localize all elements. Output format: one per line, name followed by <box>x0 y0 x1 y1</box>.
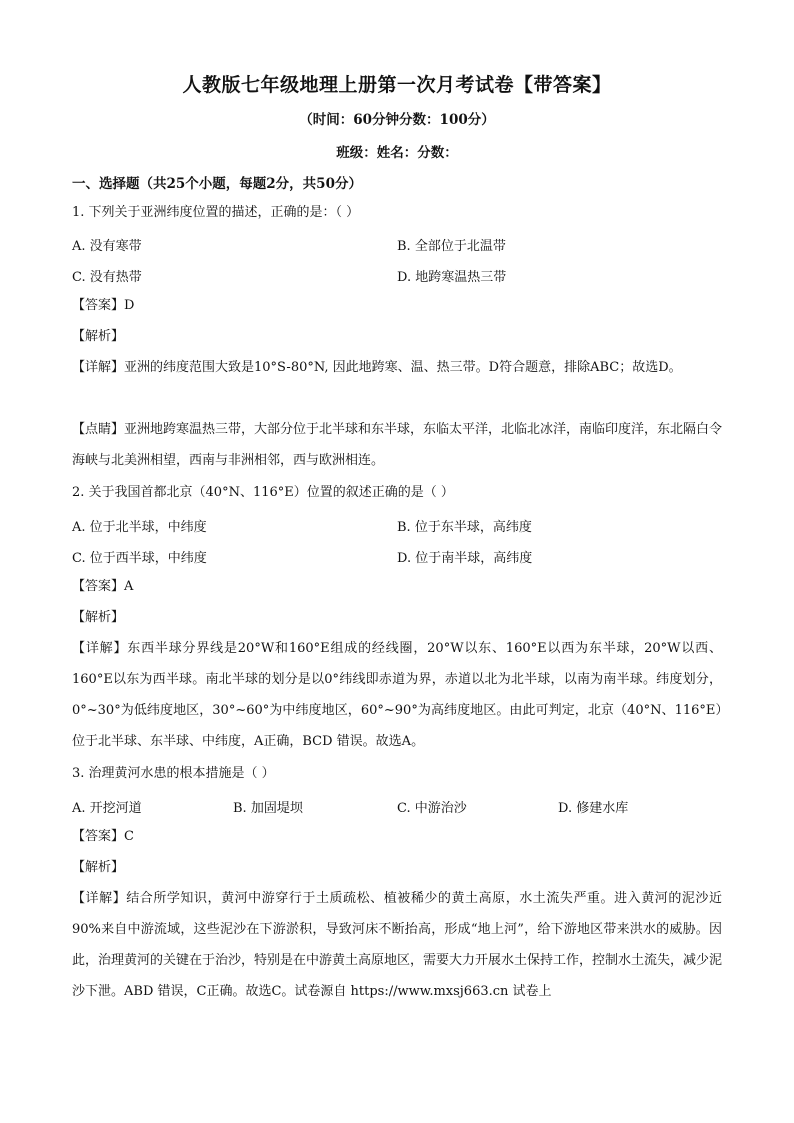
question-2-detail: 【详解】东西半球分界线是20°W和160°E组成的经线圈，20°W以东、160°E以西为东半球，20°W以西、160°E以东为西半球。南北半球的划分是以0°纬线即赤道为界，赤道以北为北半球，以南为南半球。纬度划分，0°~30°为低纬度地区，30°~60°为中纬度地区，60°~90°为高纬度地区。由此可判定，北京（40°N、116°E）位于北半球、东半球、中纬度，A正确，BCD 错误。故选A。 <box>72 641 722 749</box>
question-3-detail: 【详解】结合所学知识，黄河中游穿行于土质疏松、植被稀少的黄土高原，水土流失严重。进入黄河的泥沙近90%来自中游流域，这些泥沙在下游淤积，导致河床不断抬高，形成“地上河”，给下游地区带来洪水的威胁。因此，治理黄河的关键在于治沙，特别是在中游黄土高原地区，需要大力开展水土保持工作，控制水土流失，减少泥沙下泄。ABD 错误，C正确。故选C。试卷源自 https://www.mxsj663.cn 试卷上 <box>72 891 723 999</box>
question-1-detail: 【详解】亚洲的纬度范围大致是10°S-80°N, 因此地跨寒、温、热三带。D符合题意，排除ABC；故选D。 <box>72 360 682 375</box>
class-name-score-line: 班级：姓名：分数： <box>336 145 458 161</box>
question-1-option-d: D. 地跨寒温热三带 <box>397 270 507 285</box>
question-3-analysis-label: 【解析】 <box>72 860 125 875</box>
question-3-option-a: A. 开挖河道 <box>72 801 142 816</box>
question-2-analysis-label: 【解析】 <box>72 610 125 625</box>
section-heading: 一、选择题（共25个小题，每题2分，共50分） <box>72 176 362 192</box>
question-2-option-c: C. 位于西半球，中纬度 <box>72 551 207 566</box>
question-3-stem: 3. 治理黄河水患的根本措施是（ ） <box>72 766 275 781</box>
time-score-info: （时间：60分钟分数：100分） <box>299 112 495 128</box>
question-1-option-b: B. 全部位于北温带 <box>397 239 506 254</box>
question-3-answer: 【答案】C <box>72 829 134 844</box>
question-2-stem: 2. 关于我国首都北京（40°N、116°E）位置的叙述正确的是（ ） <box>72 485 454 500</box>
question-1-option-c: C. 没有热带 <box>72 270 142 285</box>
question-3-option-c: C. 中游治沙 <box>397 801 467 816</box>
question-2-option-d: D. 位于南半球，高纬度 <box>397 551 533 566</box>
question-3-option-b: B. 加固堤坝 <box>233 801 303 816</box>
question-2-answer: 【答案】A <box>72 579 134 594</box>
question-1-note: 【点睛】亚洲地跨寒温热三带，大部分位于北半球和东半球，东临太平洋，北临北冰洋，南临印度洋，东北隔白令海峡与北美洲相望，西南与非洲相邻，西与欧洲相连。 <box>72 422 723 468</box>
question-1-stem: 1. 下列关于亚洲纬度位置的描述，正确的是：（ ） <box>72 205 360 220</box>
question-1-answer: 【答案】D <box>72 298 135 313</box>
question-3-option-d: D. 修建水库 <box>558 801 629 816</box>
page-title: 人教版七年级地理上册第一次月考试卷【带答案】 <box>182 74 612 96</box>
question-2-option-b: B. 位于东半球，高纬度 <box>397 520 532 535</box>
question-2-option-a: A. 位于北半球，中纬度 <box>72 520 207 535</box>
question-1-option-a: A. 没有寒带 <box>72 239 142 254</box>
question-1-analysis-label: 【解析】 <box>72 329 125 344</box>
